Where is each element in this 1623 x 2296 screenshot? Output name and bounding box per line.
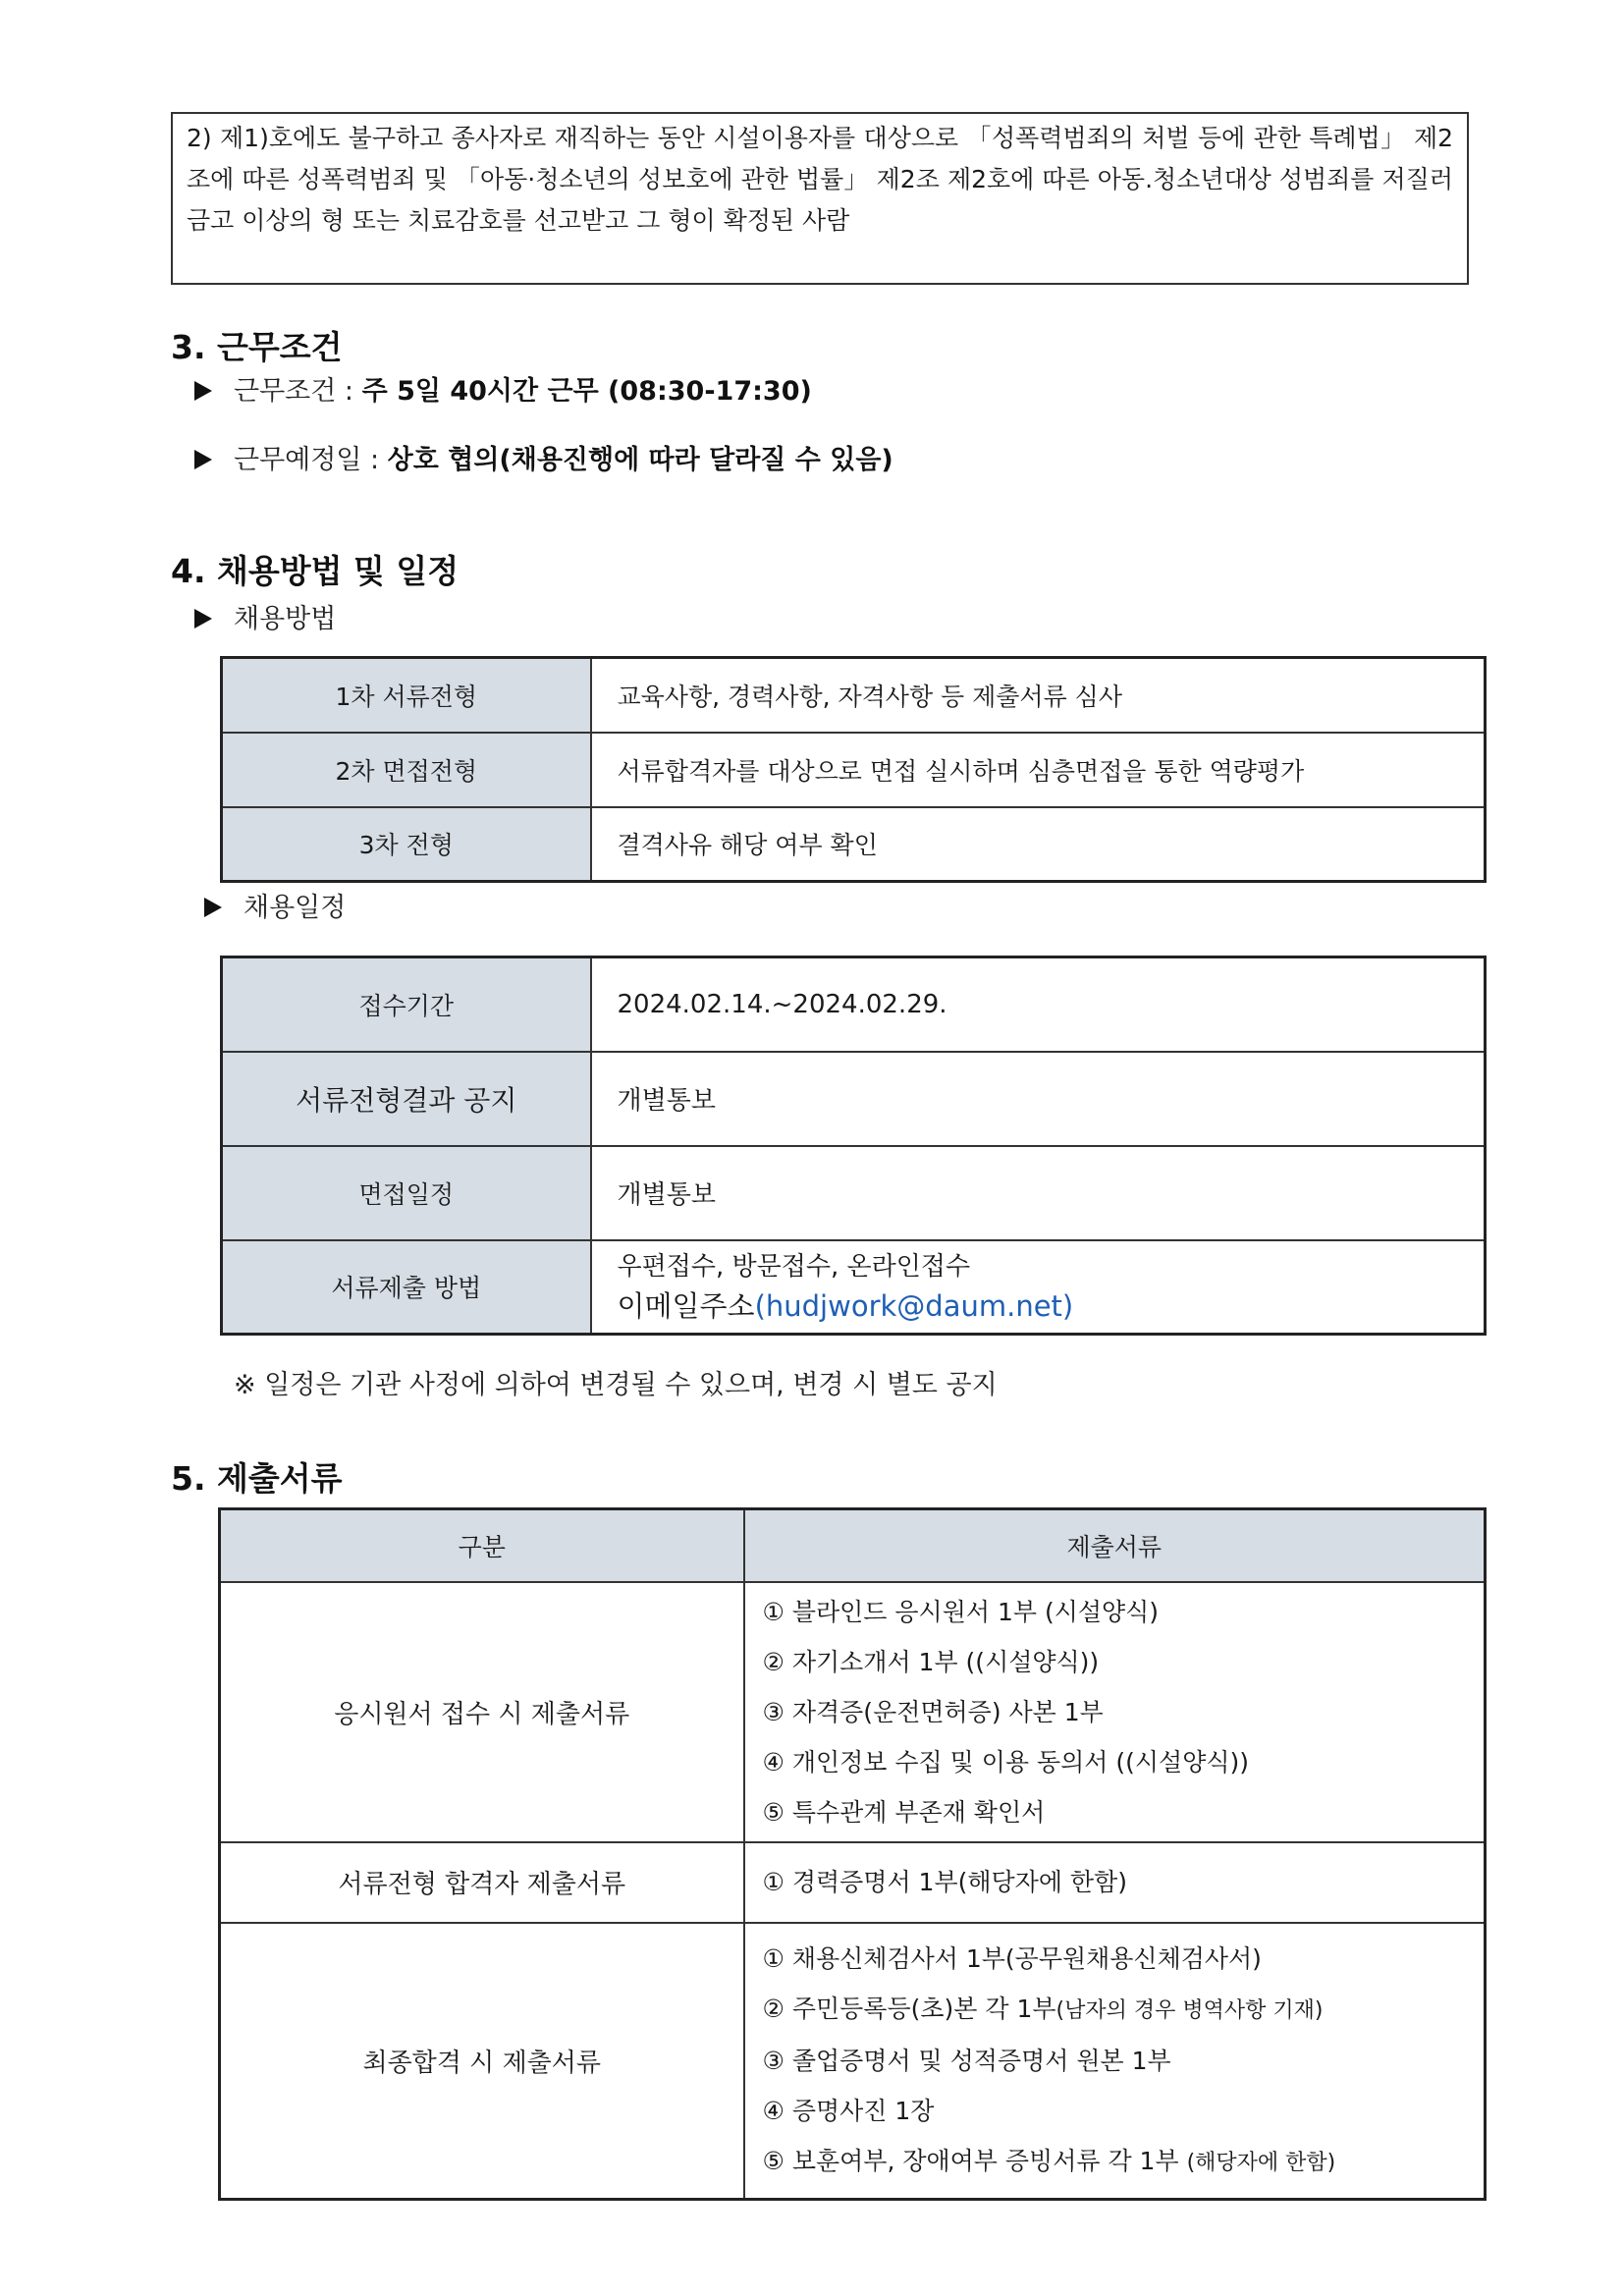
stage-desc-cell: 결격사유 해당 여부 확인 <box>591 807 1486 882</box>
schedule-item-cell: 면접일정 <box>222 1146 591 1240</box>
work-start-line <box>194 438 893 476</box>
triangle-bullet-icon <box>194 381 212 401</box>
triangle-bullet-icon <box>194 609 212 629</box>
work-start-value: 상호 협의(채용진행에 따라 달라질 수 있음) <box>387 445 893 475</box>
table-row <box>222 1052 1486 1146</box>
list-item: ② 자기소개서 1부 ((시설양식)) <box>762 1647 1100 1676</box>
email-label: 이메일주소 <box>617 1289 755 1324</box>
work-condition-line <box>194 369 812 408</box>
list-item: ⑤ 특수관계 부존재 확인서 <box>762 1797 1046 1827</box>
table-row <box>220 1923 1486 2200</box>
schedule-value-cell: 2024.02.14.~2024.02.29. <box>591 957 1486 1052</box>
table-header-row <box>220 1509 1486 1582</box>
list-item-text: ② 주민등록등(초)본 각 1부 <box>762 1994 1056 2023</box>
section-3-title: 3. 근무조건 <box>171 328 343 366</box>
list-item <box>763 2136 1467 2188</box>
list-item: ④ 증명사진 1장 <box>762 2096 935 2125</box>
stage-cell: 1차 서류전형 <box>222 658 591 733</box>
list-item <box>763 1984 1467 2036</box>
category-cell: 서류전형 합격자 제출서류 <box>220 1842 744 1923</box>
submission-methods: 우편접수, 방문접수, 온라인접수 <box>617 1252 971 1283</box>
method-label-line <box>194 597 336 635</box>
method-label: 채용방법 <box>234 604 337 634</box>
email-address: (hudjwork@daum.net) <box>754 1289 1074 1324</box>
documents-cell <box>744 1923 1486 2200</box>
table-row <box>220 1582 1486 1842</box>
list-item: ③ 졸업증명서 및 성적증명서 원본 1부 <box>762 2046 1171 2075</box>
note-text: 2) 제1)호에도 불구하고 종사자로 재직하는 동안 시설이용자를 대상으로 「성폭력범죄의 처벌 등에 관한 특례법」 제2조에 따른 성폭력범죄 및 「아동·청소년의 성보호에 관한 법률」 제2조 제2호에 따른 아동.청소년대상 성범죄를 저질러 금고 이상의 형 또는 치료감호를 선고받고 그 형이 확정된 사람 <box>187 124 1453 235</box>
header-category: 구분 <box>220 1509 744 1582</box>
work-condition-value: 주 5일 40시간 근무 (08:30-17:30) <box>361 376 812 407</box>
schedule-item-cell: 서류제출 방법 <box>222 1240 591 1335</box>
list-item: ① 블라인드 응시원서 1부 (시설양식) <box>762 1597 1160 1626</box>
stage-desc-cell: 서류합격자를 대상으로 면접 실시하며 심층면접을 통한 역량평가 <box>591 733 1486 807</box>
schedule-item-cell: 서류전형결과 공지 <box>222 1052 591 1146</box>
stage-desc-cell: 교육사항, 경력사항, 자격사항 등 제출서류 심사 <box>591 658 1486 733</box>
email-line <box>618 1286 1459 1326</box>
header-documents: 제출서류 <box>744 1509 1486 1582</box>
triangle-bullet-icon <box>204 898 222 917</box>
schedule-label: 채용일정 <box>243 893 347 923</box>
required-documents-table <box>218 1507 1487 2201</box>
table-row <box>222 1240 1486 1335</box>
section-4-title: 4. 채용방법 및 일정 <box>171 552 460 590</box>
category-cell: 최종합격 시 제출서류 <box>220 1923 744 2200</box>
list-item-text: ⑤ 보훈여부, 장애여부 증빙서류 각 1부 <box>762 2146 1179 2175</box>
section-5-title: 5. 제출서류 <box>171 1459 343 1498</box>
schedule-change-note: ※ 일정은 기관 사정에 의하여 변경될 수 있으며, 변경 시 별도 공지 <box>234 1370 998 1400</box>
recruit-method-table <box>220 656 1487 883</box>
work-start-label: 근무예정일 : <box>234 445 388 475</box>
stage-cell: 3차 전형 <box>222 807 591 882</box>
list-item: ① 경력증명서 1부(해당자에 한함) <box>762 1868 1127 1896</box>
list-item-note: (남자의 경우 병역사항 기재) <box>1055 1997 1324 2023</box>
list-item: ④ 개인정보 수집 및 이용 동의서 ((시설양식)) <box>762 1747 1250 1777</box>
list-item: ① 채용신체검사서 1부(공무원채용신체검사서) <box>762 1943 1262 1973</box>
stage-cell: 2차 면접전형 <box>222 733 591 807</box>
schedule-value-cell: 개별통보 <box>591 1146 1486 1240</box>
schedule-item-cell: 접수기간 <box>222 957 591 1052</box>
note-box <box>171 112 1469 285</box>
list-item: ③ 자격증(운전면허증) 사본 1부 <box>762 1697 1104 1726</box>
work-condition-label: 근무조건 : <box>234 376 362 407</box>
triangle-bullet-icon <box>194 450 212 469</box>
table-row <box>222 733 1486 807</box>
table-row <box>222 957 1486 1052</box>
recruit-schedule-table <box>220 956 1487 1336</box>
documents-cell <box>744 1842 1486 1923</box>
list-item-note: (해당자에 한함) <box>1186 2150 1336 2175</box>
table-row <box>222 658 1486 733</box>
table-row <box>222 1146 1486 1240</box>
table-row <box>220 1842 1486 1923</box>
category-cell: 응시원서 접수 시 제출서류 <box>220 1582 744 1842</box>
schedule-value-cell: 개별통보 <box>591 1052 1486 1146</box>
table-row <box>222 807 1486 882</box>
documents-cell <box>744 1582 1486 1842</box>
schedule-label-line <box>204 886 346 924</box>
submission-method-cell <box>591 1240 1486 1335</box>
